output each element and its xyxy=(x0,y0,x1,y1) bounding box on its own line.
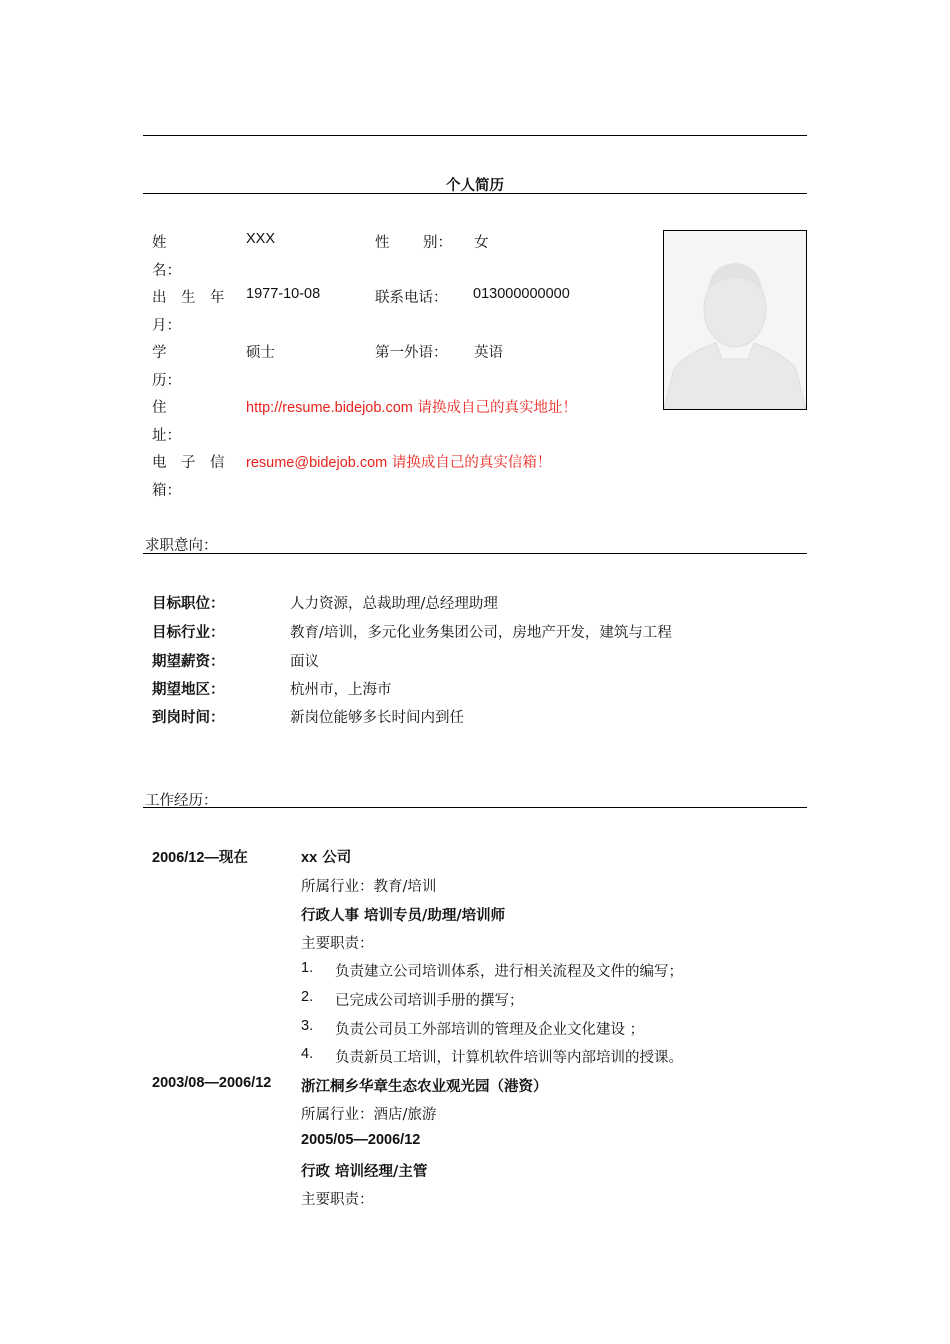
birth-label: 出 生 年 xyxy=(152,290,225,306)
intent-rule xyxy=(143,553,807,554)
page-title: 个人简历 xyxy=(446,177,504,194)
top-rule xyxy=(143,135,807,136)
duty-text: 负责公司员工外部培训的管理及企业文化建设 ； xyxy=(335,1022,645,1038)
work-heading: 工作经历： xyxy=(145,793,218,809)
intent-label: 目标行业： xyxy=(152,624,225,641)
intent-label: 目标职位： xyxy=(152,595,225,612)
title-rule xyxy=(143,193,807,194)
gender-value: 女 xyxy=(474,235,489,251)
email-label-cont: 箱： xyxy=(152,483,181,499)
intent-label: 期望薪资： xyxy=(152,653,225,670)
address-url[interactable]: http://resume.bidejob.com xyxy=(246,400,413,416)
intent-label: 到岗时间： xyxy=(152,709,225,726)
job-industry: 所属行业：酒店/旅游 xyxy=(301,1107,437,1123)
duties-label: 主要职责： xyxy=(301,1192,374,1208)
job-position: 行政人事 培训专员/助理/培训师 xyxy=(301,907,506,924)
intent-value: 人力资源，总裁助理/总经理助理 xyxy=(290,596,498,612)
email-address[interactable]: resume@bidejob.com xyxy=(246,455,388,471)
education-value: 硕士 xyxy=(246,345,275,361)
company-name-suffix: 公司 xyxy=(317,849,352,866)
email-value xyxy=(246,451,551,472)
name-label: 姓 xyxy=(152,235,167,251)
email-label: 电 子 信 xyxy=(152,455,225,471)
duty-text: 已完成公司培训手册的撰写； xyxy=(335,993,524,1009)
job-position: 行政 培训经理/主管 xyxy=(301,1163,428,1180)
name-value: XXX xyxy=(246,231,276,247)
job-sub-period: 2005/05—2006/12 xyxy=(301,1132,421,1148)
job-industry: 所属行业：教育/培训 xyxy=(301,879,437,895)
name-label-cont: 名： xyxy=(152,263,181,279)
education-label: 学 xyxy=(152,345,167,361)
profile-photo xyxy=(663,230,807,410)
person-silhouette-icon xyxy=(664,231,806,409)
job-period: 2003/08—2006/12 xyxy=(152,1075,272,1091)
address-label: 住 xyxy=(152,400,167,416)
education-label-cont: 历： xyxy=(152,373,181,389)
company-name-prefix: xx xyxy=(301,850,318,866)
duty-number: 4. xyxy=(301,1046,314,1062)
birth-value: 1977-10-08 xyxy=(246,286,321,302)
duty-number: 1. xyxy=(301,960,314,976)
email-note: 请换成自己的真实信箱！ xyxy=(387,455,552,471)
job-company xyxy=(301,846,351,867)
intent-label: 期望地区： xyxy=(152,681,225,698)
language-value: 英语 xyxy=(474,345,503,361)
duty-text: 负责建立公司培训体系，进行相关流程及文件的编写； xyxy=(335,964,683,980)
intent-value: 面议 xyxy=(290,654,319,670)
intent-heading: 求职意向： xyxy=(145,538,218,554)
duty-number: 2. xyxy=(301,989,314,1005)
duty-text: 负责新员工培训，计算机软件培训等内部培训的授课。 xyxy=(335,1050,683,1066)
job-period: 2006/12—现在 xyxy=(152,850,248,866)
duty-number: 3. xyxy=(301,1018,314,1034)
intent-value: 杭州市，上海市 xyxy=(290,682,392,698)
address-value xyxy=(246,396,577,417)
birth-label-cont: 月： xyxy=(152,318,181,334)
phone-value: 013000000000 xyxy=(473,286,570,302)
job-company: 浙江桐乡华章生态农业观光园（港资） xyxy=(301,1078,548,1095)
duties-label: 主要职责： xyxy=(301,936,374,952)
gender-label: 性 xyxy=(375,235,390,251)
address-note: 请换成自己的真实地址！ xyxy=(412,400,577,416)
intent-value: 新岗位能够多长时间内到任 xyxy=(290,710,464,726)
intent-value: 教育/培训，多元化业务集团公司，房地产开发，建筑与工程 xyxy=(290,625,672,641)
address-label-cont: 址： xyxy=(152,428,181,444)
work-rule xyxy=(143,807,807,808)
gender-label-cont: 别： xyxy=(423,235,452,251)
language-label: 第一外语： xyxy=(375,345,448,361)
phone-label: 联系电话： xyxy=(375,290,448,306)
